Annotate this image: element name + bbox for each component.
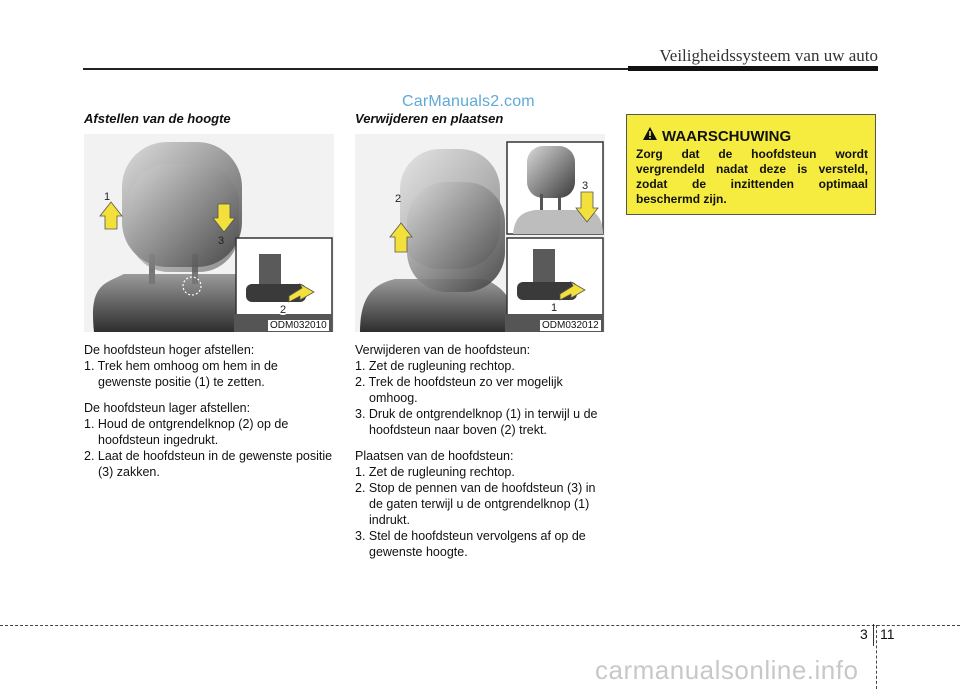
footer-divider — [876, 625, 877, 689]
figure-remove-install — [355, 134, 605, 332]
arrow-up-icon — [100, 202, 122, 229]
callout-1: 1 — [104, 191, 111, 203]
figure-height-adjust — [84, 134, 334, 332]
section-heading-height: Afstellen van de hoogte — [84, 111, 231, 126]
page-number: 11 — [880, 626, 895, 642]
list-item: 2. Laat de hoofdsteun in de gewenste positie (3) zakken. — [84, 449, 333, 479]
middle-body-text — [355, 342, 605, 560]
watermark-top: CarManuals2.com — [402, 93, 535, 110]
warning-title: WAARSCHUWING — [662, 128, 792, 145]
list-item: 1. Zet de rugleuning rechtop. — [355, 465, 515, 479]
section-heading-removal: Verwijderen en plaatsen — [355, 111, 504, 126]
list-item: 1. Trek hem omhoog om hem in de gewenste positie (1) te zetten. — [84, 359, 278, 389]
list-item: 3. Stel de hoofdsteun vervolgens af op de gewenste hoogte. — [355, 529, 586, 559]
paragraph: Plaatsen van de hoofdsteun: — [355, 449, 514, 463]
list-item: 2. Stop de pennen van de hoofdsteun (3) in de gaten terwijl u de ontgrendelknop (1) indrukt. — [355, 481, 596, 527]
paragraph: Verwijderen van de hoofdsteun: — [355, 343, 531, 357]
callout-2: 2 — [395, 193, 402, 205]
list-item: 3. Druk de ontgrendelknop (1) in terwijl u de hoofdsteun naar boven (2) trekt. — [355, 407, 598, 437]
callout-3: 3 — [582, 180, 589, 192]
site-watermark: carmanualsonline.info — [595, 655, 859, 685]
left-body-text — [84, 342, 334, 480]
list-item: 1. Zet de rugleuning rechtop. — [355, 359, 515, 373]
paragraph: De hoofdsteun hoger afstellen: — [84, 343, 255, 357]
callout-3: 3 — [218, 235, 225, 247]
list-item: 1. Houd de ontgrendelknop (2) op de hoofdsteun ingedrukt. — [84, 417, 289, 447]
headrest-height-illustration — [84, 134, 334, 332]
warning-text: Zorg dat de hoofdsteun wordt vergrendeld nadat deze is versteld, zodat de inzittenden optimaal beschermd zijn. — [636, 147, 868, 206]
header-rule-accent — [628, 66, 878, 71]
running-header: Veiligheidssysteem van uw auto — [659, 46, 878, 65]
warning-box — [626, 114, 876, 215]
callout-2: 2 — [280, 304, 287, 316]
list-item: 2. Trek de hoofdsteun zo ver mogelijk omhoog. — [355, 375, 563, 405]
figure-code: ODM032010 — [270, 320, 327, 331]
headrest-removal-illustration — [355, 134, 605, 332]
footer-rule — [0, 625, 960, 626]
paragraph: De hoofdsteun lager afstellen: — [84, 401, 251, 415]
figure-code: ODM032012 — [542, 320, 599, 331]
callout-1: 1 — [551, 302, 558, 314]
warning-triangle-icon — [642, 126, 658, 146]
chapter-number: 3 — [860, 626, 868, 642]
page-number-separator — [873, 624, 874, 646]
